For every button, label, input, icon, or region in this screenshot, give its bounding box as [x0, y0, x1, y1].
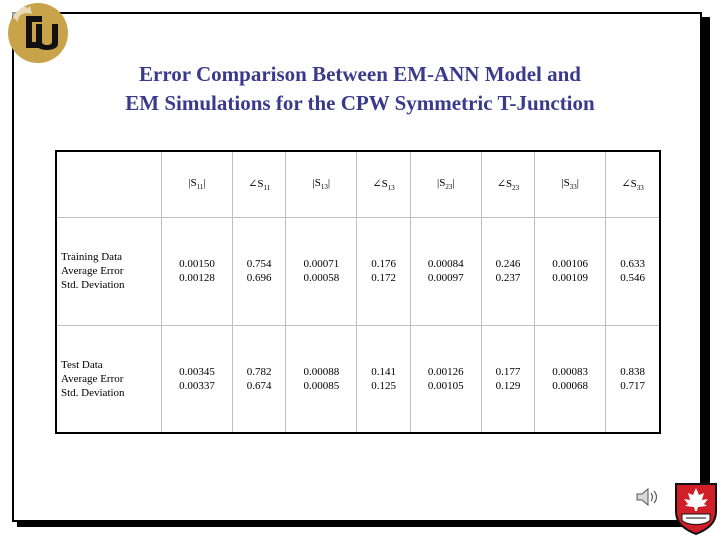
column-header: $\angle S_{23}$	[481, 151, 534, 217]
table-cell: 0.00345 0.00337	[162, 325, 233, 433]
error-comparison-table	[55, 150, 661, 434]
table-cell: 0.754 0.696	[232, 217, 285, 325]
slide-title-line2: EM Simulations for the CPW Symmetric T-Junction	[125, 91, 595, 115]
table-row-training	[56, 217, 660, 325]
row-label: Test Data Average Error Std. Deviation	[56, 325, 162, 433]
column-header: $\angle S_{11}$	[232, 151, 285, 217]
table-corner-cell	[56, 151, 162, 217]
table-cell: 0.00084 0.00097	[410, 217, 481, 325]
table-cell: 0.838 0.717	[606, 325, 660, 433]
table-cell: 0.00150 0.00128	[162, 217, 233, 325]
table-cell: 0.00071 0.00058	[286, 217, 357, 325]
slide-title	[40, 60, 680, 118]
slide-title-line1: Error Comparison Between EM-ANN Model and	[139, 62, 581, 86]
table-cell: 0.00126 0.00105	[410, 325, 481, 433]
table-cell: 0.177 0.129	[481, 325, 534, 433]
table-cell: 0.246 0.237	[481, 217, 534, 325]
table-cell: 0.00106 0.00109	[535, 217, 606, 325]
speaker-icon[interactable]	[634, 486, 664, 508]
table-cell: 0.00083 0.00068	[535, 325, 606, 433]
column-header: $|S_{33}|$	[535, 151, 606, 217]
row-label: Training Data Average Error Std. Deviation	[56, 217, 162, 325]
table-cell: 0.00088 0.00085	[286, 325, 357, 433]
column-header: $\angle S_{13}$	[357, 151, 410, 217]
column-header: $\angle S_{33}$	[606, 151, 660, 217]
column-header: $|S_{23}|$	[410, 151, 481, 217]
table-cell: 0.782 0.674	[232, 325, 285, 433]
maple-leaf-crest-icon	[672, 480, 720, 536]
table-cell: 0.176 0.172	[357, 217, 410, 325]
table-cell: 0.633 0.546	[606, 217, 660, 325]
column-header: $|S_{13}|$	[286, 151, 357, 217]
column-header: $|S_{11}|$	[162, 151, 233, 217]
cu-logo-icon	[2, 2, 74, 64]
table-row-test	[56, 325, 660, 433]
table-header-row	[56, 151, 660, 217]
table-cell: 0.141 0.125	[357, 325, 410, 433]
